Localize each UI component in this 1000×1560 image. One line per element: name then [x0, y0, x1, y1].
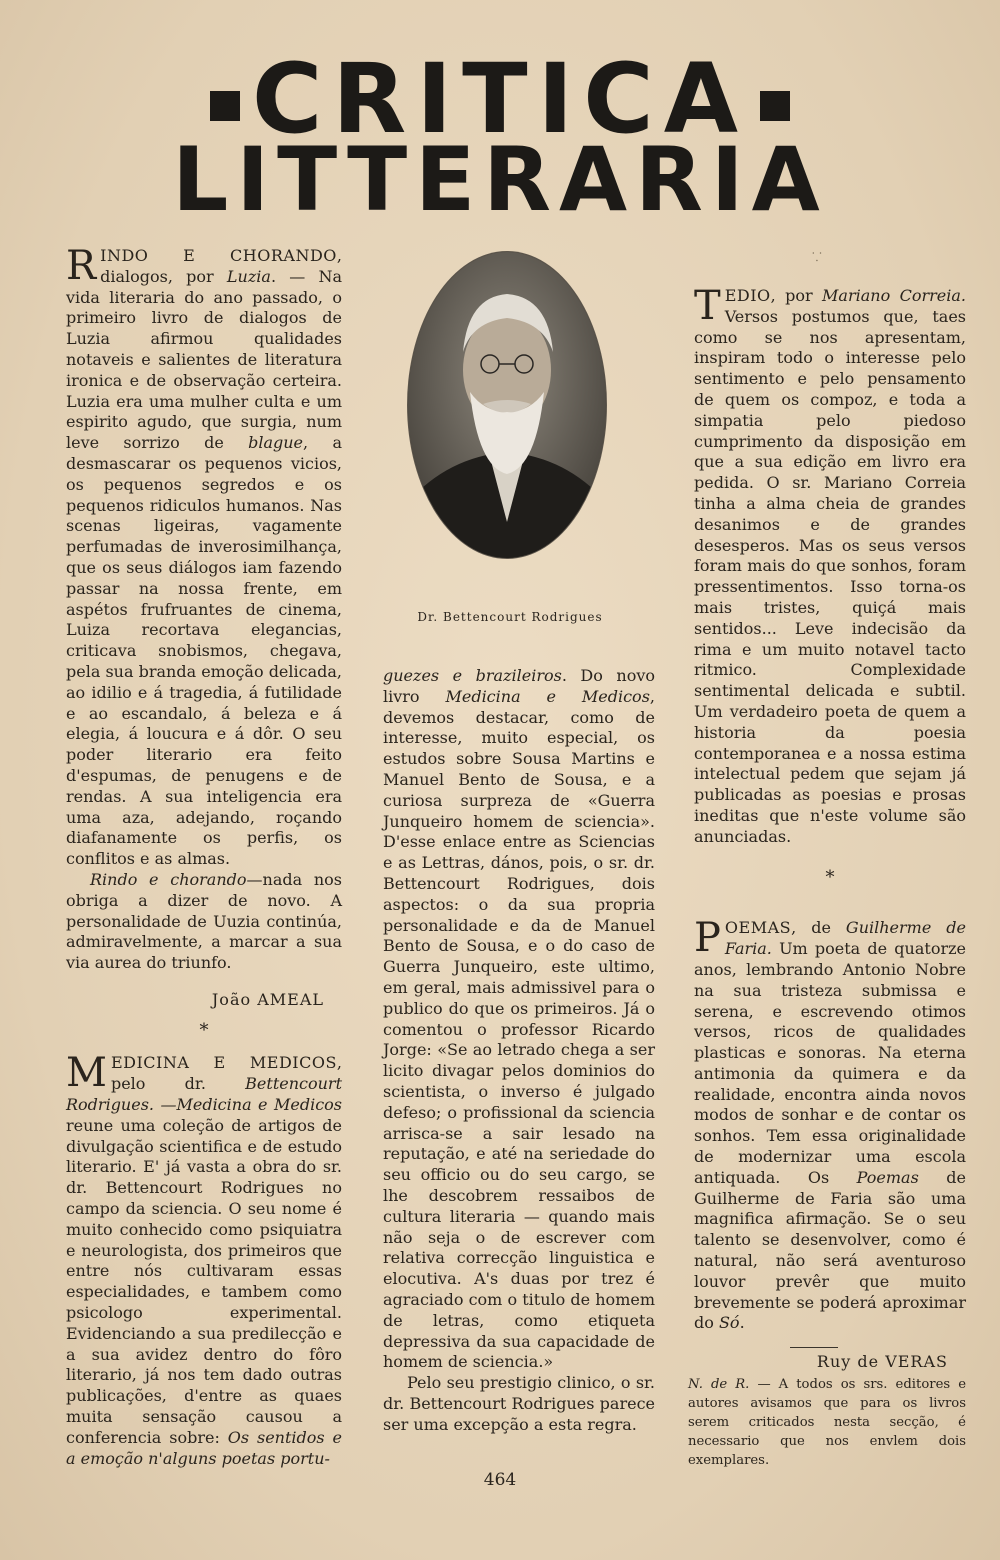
review-body: Versos postumos que, taes como se nos apresentam, inspiram todo o interesse pelo sentimento e pelo pensamento de quem os compoz, e toda a simpatia pelo piedoso cumprimento da disposição em que a sua edição em livro era pedida. O sr. Mariano Correia tinha a alma cheia de grandes desanimos e de grandes desesperos. Mas os seus versos foram mais do que sonhos, foram pressentimentos. Isso torna-os mais tristes, quiçá mais sentidos... Leve indecisão da rima e um muito notavel tacto ritmico. Complexidade sentimental delicada e subtil. Um verdadeiro poeta de quem a historia da poesia contemporanea e a nossa estima intelectual pedem que sejam já publicadas as poesias e prosas ineditas que n'este volume são anunciadas. — [694, 306, 966, 846]
editorial-note — [688, 1375, 966, 1470]
signature: João AMEAL — [211, 989, 324, 1009]
review-poemas — [694, 915, 966, 1334]
review-continuation — [383, 666, 655, 1373]
review-body: Um poeta de quatorze anos, lembrando Antonio Nobre na sua tristeza submissa e serena, e escrevendo otimos versos, ricos de qualidades plasticas e sonoras. Na eterna antimonia da quimera e da realidade, encontra ainda novos modos de sonhar e de contar os sonhos. Tem essa originalidade de modernizar uma escola antiquada. Os — [694, 939, 966, 1187]
byline: , dialogos, por — [100, 246, 342, 286]
column-middle — [383, 666, 655, 1435]
review-author: Mariano Correia. — [822, 286, 966, 305]
square-ornament-left — [210, 91, 240, 121]
book-title: —Medicina e Medicos — [160, 1095, 342, 1115]
review-rindo-e-chorando — [66, 243, 343, 870]
drop-cap: M — [66, 1050, 107, 1097]
review-body: , devemos destacar, como de interesse, muito especial, os estudos sobre Sousa Martins e Manuel Bento de Sousa, e a curiosa surpreza de «Guerra Junqueiro homem de sciencia». D'esse enlace entre as Sciencias e as Lettras, dános, pois, o sr. dr. Bettencourt Rodrigues, dois aspectos: o da sua propria personalidade e da de Manuel Bento de Sousa, e o do caso de Guerra Junqueiro, este ultimo, em geral, mais admissivel para o publico do que os primeiros. Já o comentou o professor Ricardo Jorge: «Se ao letrado chega a ser licito divagar pelos dominios do scientista, o inverso é julgado defeso; o profissional da sciencia arrisca-se a sair lesado na reputação, e até na seriedade do seu officio ou do seu cargo, se lhe descobrem ressaibos de cultura literaria — quando mais não seja o de escrever com relativa correcção linguistica e elocutiva. A's duas por trez é agraciado com o titulo de homem de letras, como etiqueta depressiva da sua capacidade de homem de sciencia.» — [383, 686, 655, 1372]
review-body: . — Na vida literaria do ano passado, o primeiro livro de dialogos de Luzia afirmou qualidades notaveis e salientes de literatura ironica e de observação certeira. Luzia era uma mulher culta e um espirito agudo, que surgia, num leve sorrizo de — [66, 266, 343, 453]
byline: , por — [770, 286, 823, 305]
review-tedio — [694, 283, 966, 848]
review-body: de Guilherme de Faria são uma magnifica afirmação. Se o seu talento se desenvolver, como é natural, não será aventuroso louvor prevêr que muito brevemente se poderá aproximar do — [694, 1167, 966, 1333]
masthead-line-2: LITTERARIA — [172, 128, 828, 231]
note-label: N. de R. — [688, 1377, 750, 1392]
portrait-caption: Dr. Bettencourt Rodrigues — [417, 610, 603, 624]
byline: , de — [791, 918, 846, 938]
review-author: Guilherme de Faria. — [724, 918, 966, 959]
review-title: OEMAS — [724, 918, 792, 938]
section-divider: * — [825, 866, 835, 888]
book-title: Só — [718, 1313, 740, 1333]
section-divider: * — [199, 1019, 209, 1041]
review-author: Bettencourt Rodrigues. — [66, 1074, 342, 1115]
drop-cap: P — [694, 915, 721, 962]
review-paragraph: Pelo seu prestigio clinico, o sr. dr. Bettencourt Rodrigues parece ser uma excepção a esta regra. — [383, 1373, 655, 1434]
review-body: —nada nos obriga a dizer de novo. A personalidade de Uuzia continúa, admiravelmente, a marcar a sua via aurea do triunfo. — [66, 869, 343, 973]
signature: Ruy de VERAS — [816, 1352, 948, 1372]
review-title: INDO E CHORANDO — [100, 246, 337, 265]
square-ornament-right — [760, 91, 790, 121]
column-right — [694, 283, 966, 1373]
drop-cap: R — [66, 243, 97, 289]
column-left — [66, 243, 343, 1469]
conference-title: guezes e brazileiros — [383, 666, 562, 685]
conference-title: Os sentidos e a emoção n'alguns poetas portu- — [66, 1427, 342, 1468]
review-medicina-e-medicos — [66, 1050, 342, 1469]
divider-rule — [790, 1347, 838, 1348]
review-author: Luzia — [226, 266, 271, 286]
portrait-illustration — [408, 252, 606, 558]
review-paragraph — [66, 870, 342, 974]
book-title: Medicina e Medicos — [445, 686, 650, 706]
masthead-title: CRITICA — [251, 43, 749, 155]
page-number: 464 — [483, 1470, 517, 1490]
portrait-photo — [408, 252, 606, 558]
byline: , pelo dr. — [110, 1053, 342, 1094]
drop-cap: T — [694, 283, 721, 329]
review-body: . — [739, 1313, 745, 1333]
review-title: EDICINA E MEDICOS — [110, 1053, 337, 1073]
review-body: . Do novo livro — [383, 666, 656, 706]
printer-mark: ⸪ — [812, 250, 822, 264]
review-body: reune uma coleção de artigos de divulgação scientifica e de estudo literario. E' já vasta a obra do sr. dr. Bettencourt Rodrigues no campo da sciencia. O seu nome é muito conhecido como psiquiatra e neurologista, dos primeiros que entre nós cultivaram essas especialidades, e tambem como psicologo experimental. Evidenciando a sua predilecção e a sua avidez dentro do fôro literario, já nos tem dado outras publicações, d'entre as quaes muita sensação causou a conferencia sobre: — [66, 1115, 342, 1447]
book-title: Rindo e chorando — [90, 869, 247, 889]
note-text: — A todos os srs. editores e autores avisamos que para os livros serem criticados nesta secção, é necessario que nos envlem dois exemplares. — [688, 1377, 966, 1468]
italic-term: blague — [248, 433, 304, 453]
review-title: EDIO — [724, 286, 771, 305]
review-body: , a desmascarar os pequenos vicios, os pequenos segredos e os pequenos ridiculos humanos. Nas scenas ligeiras, vagamente perfumadas de inverosimilhança, que os seus diálogos iam fazendo passar na nossa frente, em aspétos frufruantes de cinema, Luiza recortava elegancias, criticava snobismos, chegava, pela sua branda emoção delicada, ao idilio e á tragedia, á futilidade e ao escandalo, á beleza e á elegia, á loucura e á dôr. O seu poder literario era feito d'espumas, de penugens e de rendas. A sua inteligencia era uma aza, adejando, roçando diafanamente os perfis, os conflitos e as almas. — [66, 433, 342, 869]
book-title: Poemas — [856, 1167, 919, 1187]
